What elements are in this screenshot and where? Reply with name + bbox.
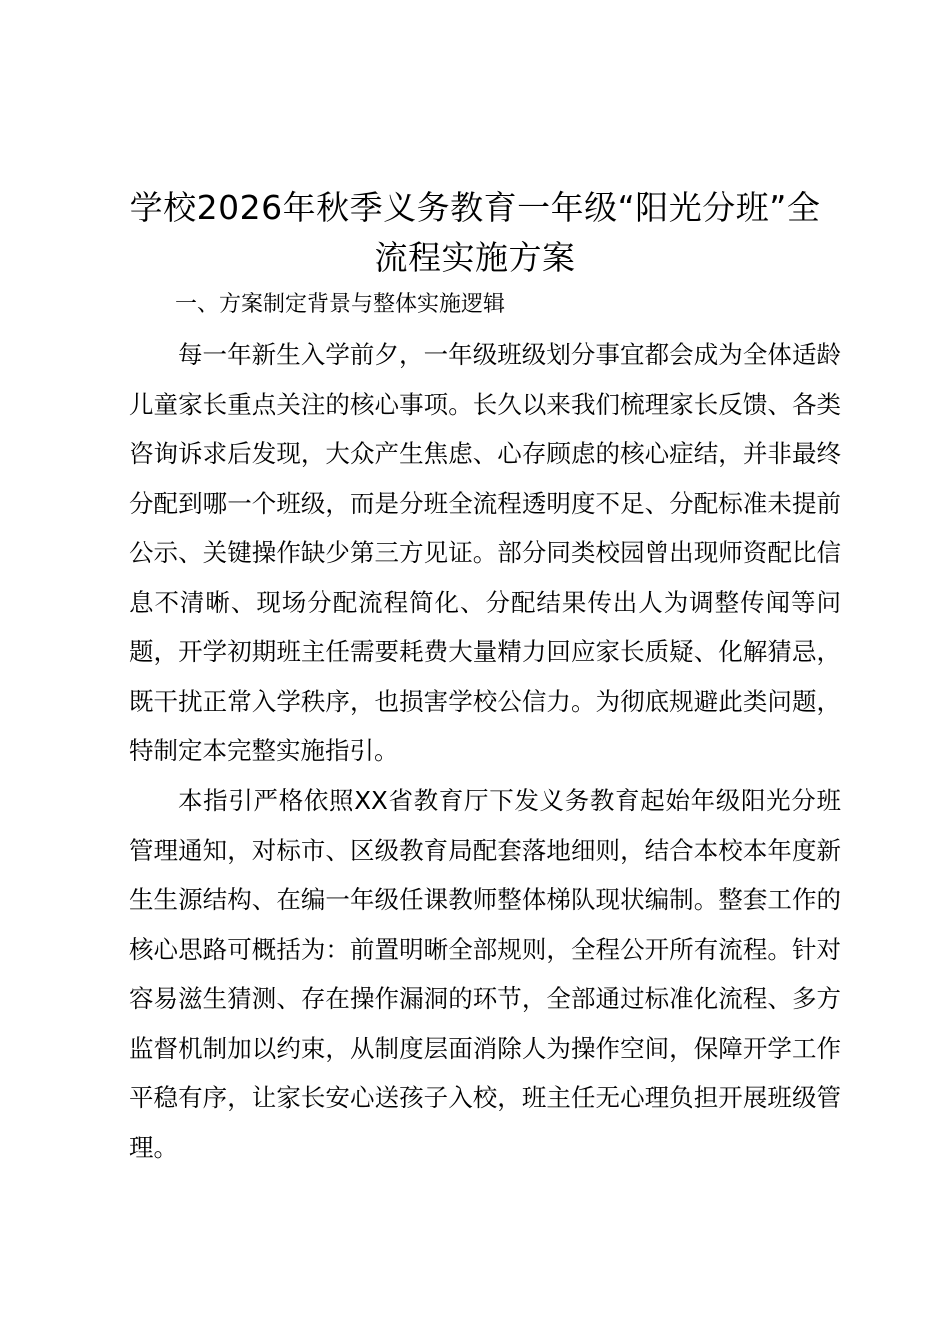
body-paragraph: 每一年新生入学前夕，一年级班级划分事宜都会成为全体适龄儿童家长重点关注的核心事项。长久以来我们梳理家长反馈、各类咨询诉求后发现，大众产生焦虑、心存顾虑的核心症结，并非最终分配到哪一个班级，而是分班全流程透明度不足、分配标准未提前公示、关键操作缺少第三方见证。部分同类校园曾出现师资配比信息不清晰、现场分配流程简化、分配结果传出人为调整传闻等问题，开学初期班主任需要耗费大量精力回应家长质疑、化解猜忌，既干扰正常入学秩序，也损害学校公信力。为彻底规避此类问题，特制定本完整实施指引。 (129, 340, 841, 765)
section-heading: 一、方案制定背景与整体实施逻辑 (175, 292, 506, 317)
document-title: 学校2026年秋季义务教育一年级“阳光分班”全流程实施方案 (129, 188, 821, 277)
body-paragraph: 本指引严格依照XX省教育厅下发义务教育起始年级阳光分班管理通知，对标市、区级教育局配套落地细则，结合本校本年度新生生源结构、在编一年级任课教师整体梯队现状编制。整套工作的核心思路可概括为：前置明晰全部规则，全程公开所有流程。针对容易滋生猜测、存在操作漏洞的环节，全部通过标准化流程、多方监督机制加以约束，从制度层面消除人为操作空间，保障开学工作平稳有序，让家长安心送孩子入校，班主任无心理负担开展班级管理。 (129, 786, 841, 1162)
